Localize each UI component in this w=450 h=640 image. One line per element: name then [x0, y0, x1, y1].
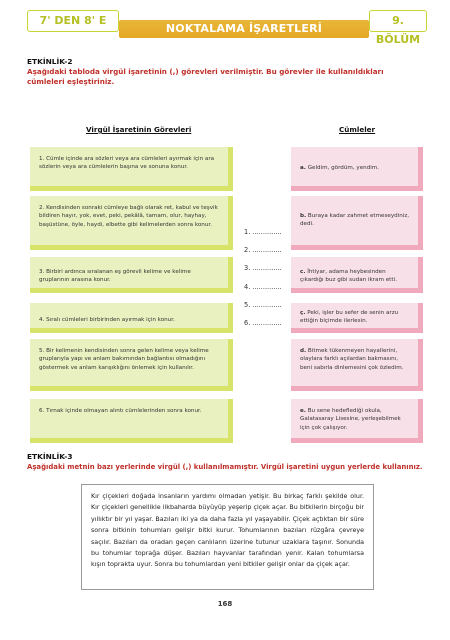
answer-blank-1[interactable]: 1. ..............: [244, 228, 282, 236]
function-text: Cümle içinde ara sözleri veya ara cümleleri ayırmak için ara sözlerin veya ara cümlelerin başına ve sonuna konur.: [39, 156, 215, 171]
sentence-box-d: [291, 339, 423, 391]
sentence-box-c-cedilla: [291, 303, 423, 333]
sentences-header: Cümleler: [339, 125, 376, 134]
function-box-6: [30, 399, 233, 443]
sentence-letter: a.: [300, 165, 306, 171]
answer-blank-4[interactable]: 4. ..............: [244, 283, 282, 291]
exercise2-question: Aşağıdaki tabloda virgül işaretinin (,) görevleri verilmiştir. Bu görevler ile kullanıldıkları cümleleri eşleştiriniz.: [27, 67, 384, 86]
function-box-2: [30, 196, 233, 250]
sentence-text: Geldim, gördüm, yendim.: [307, 165, 380, 171]
exercise3-title: ETKİNLİK-3: [27, 452, 73, 461]
function-number: 5.: [39, 348, 45, 354]
sentence-letter: b.: [300, 213, 307, 219]
page-number: 168: [217, 600, 233, 608]
answer-blank-3[interactable]: 3. ..............: [244, 264, 282, 272]
exercise3-passage[interactable]: Kır çiçekleri doğada insanların yardımı olmadan yetişir. Bu birkaç farklı şekilde olur. Kır çiçekleri genellikle ilkbaharda büyüyüp yeşerip çiçek açar. Bu bitkilerin birçoğu bir yıllıktır bir yıl yaşar. Bazıları iki ya da daha fazla yıl yaşayabilir. Çiçek açtıktan bir süre sonra bitkinin tohumları gelişir bitki kurur. Tohumlarının bazıları rüzgâra çevreye saçılır. Bazıları da oradan geçen canlıların üzerine tutunur uzaklara taşınır. Sonunda bu tohumlar toprağa düşer. Bazıları hayvanlar tarafından yenir. Kalan tohumlarsa kışın toprakta uyur. Sonra bu tohumlardan yeni bitkiler gelişir onlar da çiçek açar.: [81, 484, 374, 590]
sentence-text: Bu sene hedeflediği okula, Galatasaray Lisesine, yerleşebilmek için çok çalışıyor.: [300, 408, 401, 431]
sentence-letter: d.: [300, 348, 307, 354]
function-number: 1.: [39, 156, 45, 162]
sentence-text: Peki, işler bu sefer de senin arzu ettiğin biçimde ilerlesin.: [300, 310, 399, 325]
sentence-text: İhtiyar, adama heybesinden çıkardığı buz gibi sudan ikram etti.: [300, 269, 397, 284]
answer-blank-2[interactable]: 2. ..............: [244, 246, 282, 254]
sentence-box-b: [291, 196, 423, 250]
chapter-label: 9. BÖLÜM: [369, 10, 427, 32]
sentence-letter: ç.: [300, 310, 306, 316]
function-text: Birbiri ardınca sıralanan eş görevli kelime ve kelime gruplarının arasına konur.: [39, 269, 191, 284]
sentence-letter: c.: [300, 269, 306, 275]
functions-header: Virgül İşaretinin Görevleri: [86, 125, 192, 134]
function-number: 6.: [39, 408, 45, 414]
function-box-3: [30, 257, 233, 293]
function-text: Sıralı cümleleri birbirinden ayırmak için konur.: [46, 317, 175, 323]
sentence-box-c: [291, 257, 423, 293]
answer-blank-6[interactable]: 6. ..............: [244, 319, 282, 327]
page-title: NOKTALAMA İŞARETLERİ: [119, 20, 369, 38]
sentence-text: Bitmek tükenmeyen hayallerini, olaylara farklı açılardan bakmasını, beni sabırla dinlemesini çok özledim.: [300, 348, 404, 371]
answer-blank-5[interactable]: 5. ..............: [244, 301, 282, 309]
sentence-letter: e.: [300, 408, 306, 414]
function-box-1: [30, 147, 233, 191]
function-number: 3.: [39, 269, 45, 275]
function-number: 2.: [39, 205, 45, 211]
function-text: Tırnak içinde olmayan alıntı cümlelerinden sonra konur.: [46, 408, 202, 414]
function-number: 4.: [39, 317, 45, 323]
sentence-box-a: [291, 147, 423, 191]
function-text: Bir kelimenin kendisinden sonra gelen kelime veya kelime gruplarıyla yapı ve anlam bakımından bağlantısı olmadığını göstermek ve anlam karışıklığını önlemek için kullanılır.: [39, 348, 209, 371]
function-box-4: [30, 303, 233, 333]
function-text: Kendisinden sonraki cümleye bağlı olarak ret, kabul ve teşvik bildiren hayır, yok, evet, peki, pekâlâ, tamam, olur, hayhay, başüstüne, öyle, haydi, elbette gibi kelimelerden sonra konur.: [39, 205, 218, 228]
function-box-5: [30, 339, 233, 391]
sentence-text: Buraya kadar zahmet etmeseydiniz, dedi.: [300, 213, 410, 228]
grade-label: 7' DEN 8' E: [27, 10, 119, 32]
exercise2-title: ETKİNLİK-2: [27, 57, 73, 66]
sentence-box-e: [291, 399, 423, 443]
exercise3-question: Aşağıdaki metnin bazı yerlerinde virgül (,) kullanılmamıştır. Virgül işaretini uygun yerlerde kullanınız.: [27, 463, 423, 471]
